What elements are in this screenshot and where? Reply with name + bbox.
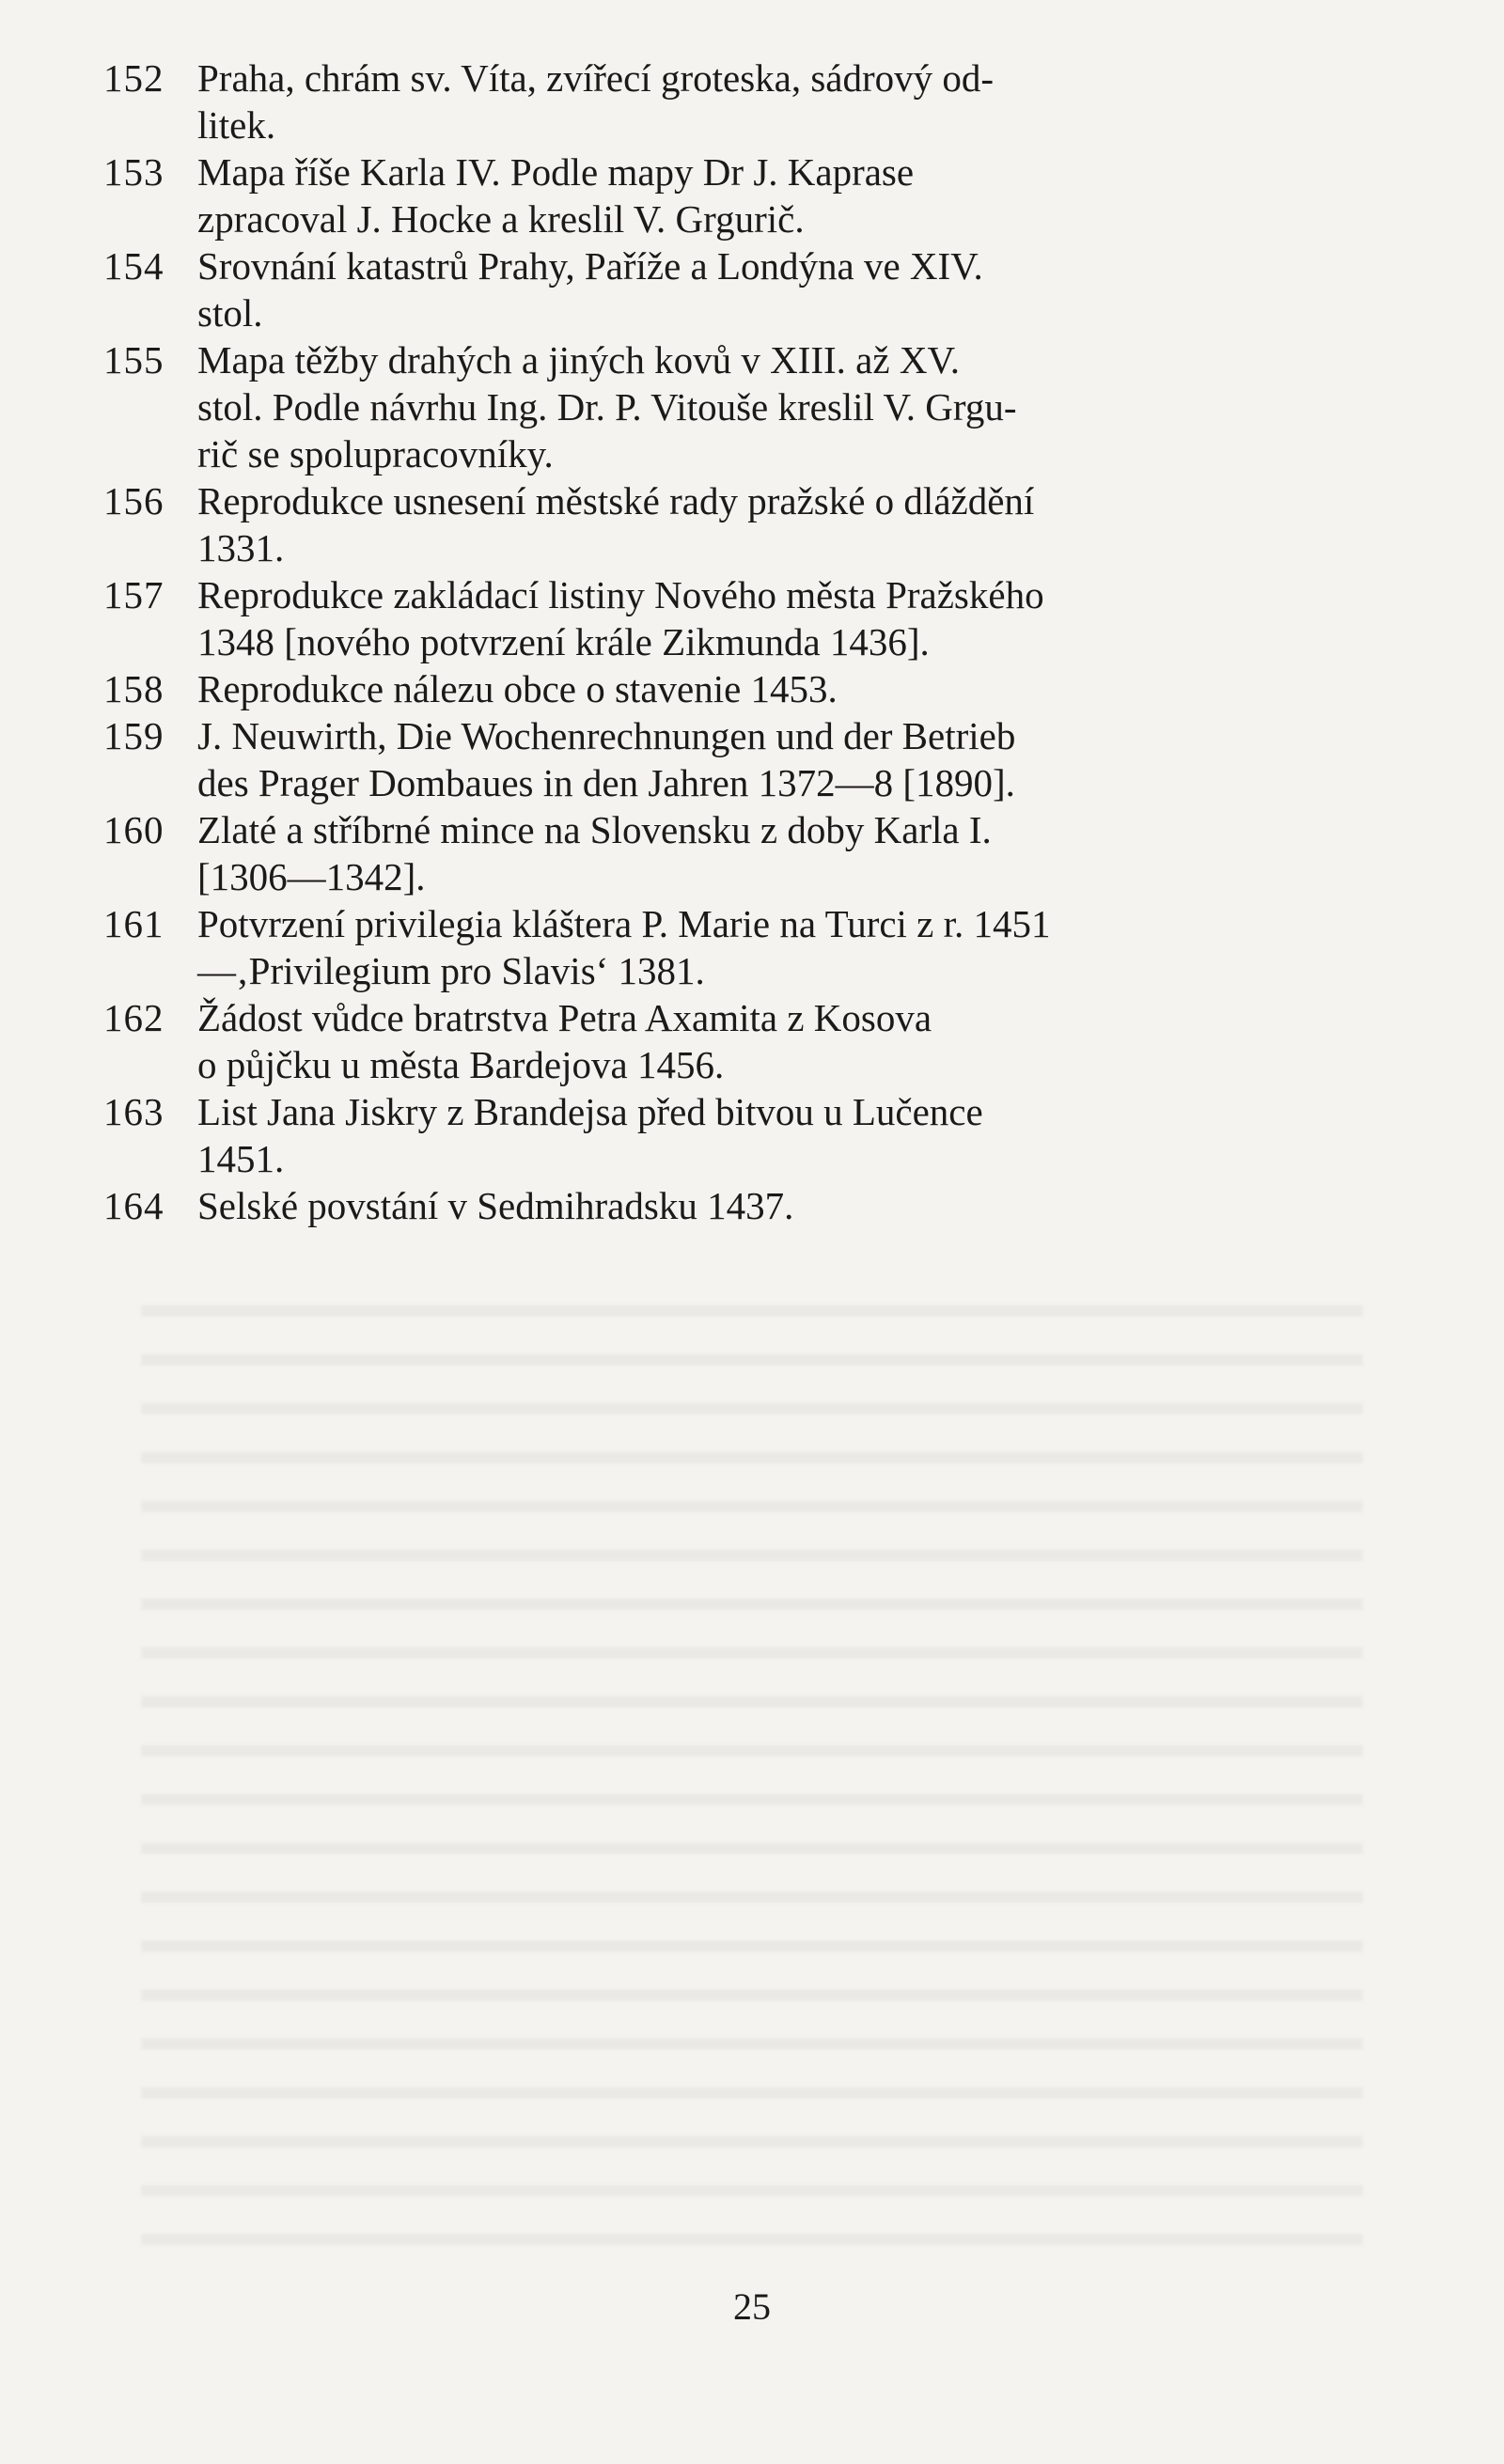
entry-text [197, 571, 1316, 665]
entry-text-line: Reprodukce nálezu obce o stavenie 1453. [197, 667, 838, 710]
reverse-side-show-through [141, 1269, 1363, 2255]
entry-text [197, 1088, 1316, 1182]
entry-number: 152 [103, 56, 164, 100]
entry-text-line: litek. [197, 103, 276, 147]
entry-text-line: J. Neuwirth, Die Wochenrechnungen und der Betrieb [197, 714, 1016, 757]
entry-text [197, 1182, 1316, 1229]
entry-text-line: zpracoval J. Hocke a kreslil V. Grgurič. [197, 197, 805, 241]
entry-text-line: Mapa říše Karla IV. Podle mapy Dr J. Kaprase [197, 150, 915, 194]
entry-text-line: 1451. [197, 1137, 285, 1180]
entry-text-line: Selské povstání v Sedmihradsku 1437. [197, 1184, 794, 1227]
entry-text-line: des Prager Dombaues in den Jahren 1372—8 [1890]. [197, 761, 1015, 804]
entry-text-line: Praha, chrám sv. Víta, zvířecí groteska, sádrový od- [197, 56, 995, 100]
list-entry [103, 571, 1325, 665]
entry-text-line: stol. [197, 291, 263, 335]
list-entry [103, 1088, 1325, 1182]
list-entry [103, 1182, 1325, 1229]
entry-text-line: 1348 [nového potvrzení krále Zikmunda 1436]. [197, 620, 930, 663]
entry-text-line: Reprodukce usnesení městské rady pražské o dláždění [197, 479, 1035, 522]
entry-number: 157 [103, 573, 164, 616]
list-entry [103, 55, 1325, 148]
entry-text [197, 55, 1316, 148]
entry-text-line: 1331. [197, 526, 285, 569]
entry-number: 154 [103, 244, 164, 288]
entry-text [197, 336, 1316, 477]
list-entry [103, 900, 1325, 994]
entry-number: 153 [103, 150, 164, 194]
entry-text [197, 994, 1316, 1088]
entry-text-line: stol. Podle návrhu Ing. Dr. P. Vitouše kreslil V. Grgu- [197, 385, 1017, 429]
list-entry [103, 712, 1325, 806]
list-entry [103, 336, 1325, 477]
entry-text-line: —‚Privilegium pro Slavis‘ 1381. [197, 949, 705, 992]
entry-number: 160 [103, 808, 164, 851]
entry-text-line: Mapa těžby drahých a jiných kovů v XIII. až XV. [197, 338, 961, 382]
entry-number: 159 [103, 714, 164, 757]
entry-number: 156 [103, 479, 164, 522]
list-entry [103, 242, 1325, 336]
entry-text-line: Žádost vůdce bratrstva Petra Axamita z Kosova [197, 996, 932, 1039]
entry-number: 162 [103, 996, 164, 1039]
entry-number: 163 [103, 1090, 164, 1133]
entry-text [197, 900, 1316, 994]
entry-text-line: [1306—1342]. [197, 855, 426, 898]
page-number: 25 [733, 2285, 771, 2328]
entry-number: 161 [103, 902, 164, 945]
entry-text [197, 148, 1316, 242]
entry-number: 164 [103, 1184, 164, 1227]
entry-text-line: rič se spolupracovníky. [197, 432, 554, 476]
list-entry [103, 665, 1325, 712]
entry-text-line: Zlaté a stříbrné mince na Slovensku z doby Karla I. [197, 808, 992, 851]
list-entry [103, 477, 1325, 571]
entry-text [197, 477, 1316, 571]
entry-text [197, 806, 1316, 900]
list-entry [103, 148, 1325, 242]
entry-text-line: Srovnání katastrů Prahy, Paříže a Londýna ve XIV. [197, 244, 983, 288]
list-entry [103, 806, 1325, 900]
entry-text [197, 712, 1316, 806]
entry-number: 158 [103, 667, 164, 710]
illustration-list [103, 55, 1325, 1229]
entry-number: 155 [103, 338, 164, 382]
entry-text [197, 665, 1316, 712]
list-entry [103, 994, 1325, 1088]
entry-text [197, 242, 1316, 336]
entry-text-line: o půjčku u města Bardejova 1456. [197, 1043, 725, 1086]
entry-text-line: Potvrzení privilegia kláštera P. Marie na Turci z r. 1451 [197, 902, 1051, 945]
entry-text-line: Reprodukce zakládací listiny Nového města Pražského [197, 573, 1044, 616]
entry-text-line: List Jana Jiskry z Brandejsa před bitvou u Lučence [197, 1090, 983, 1133]
